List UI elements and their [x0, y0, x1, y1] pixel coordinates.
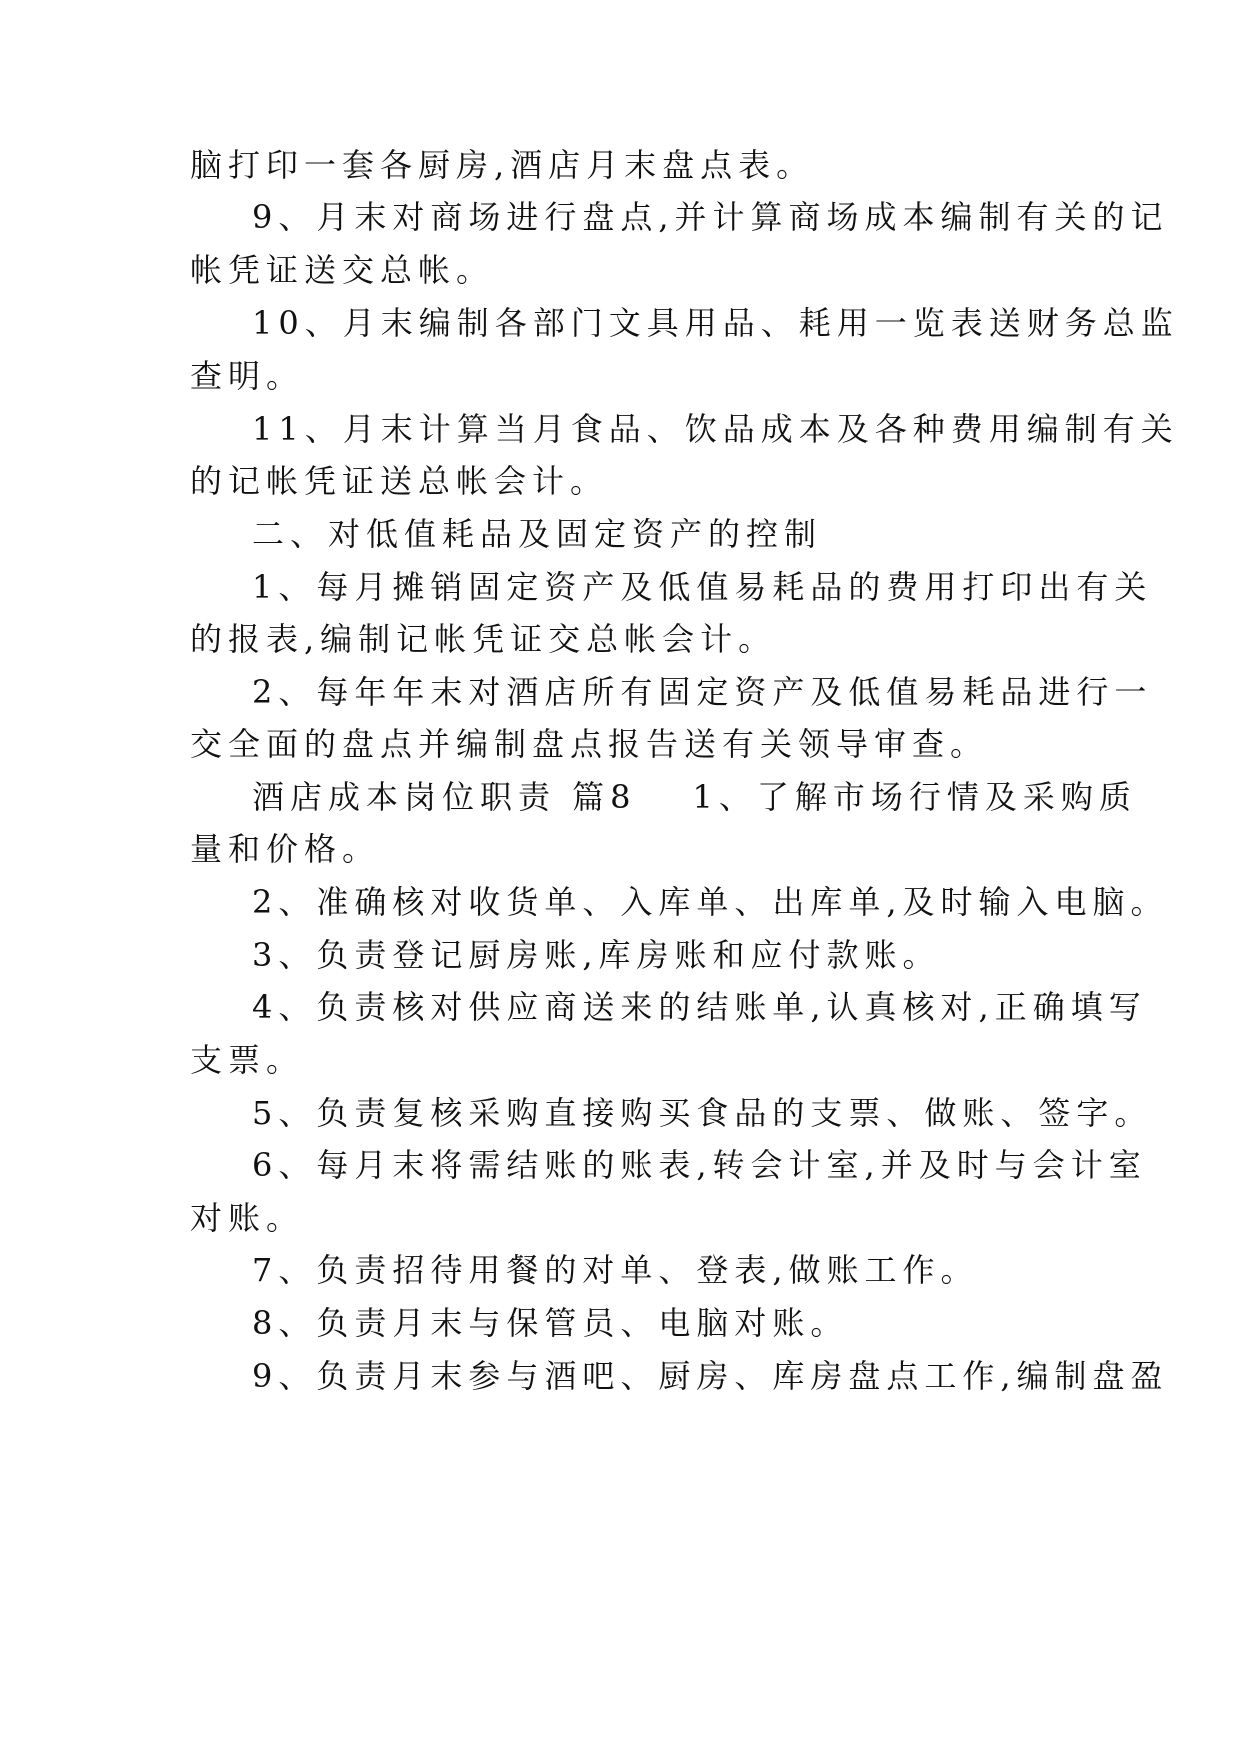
paragraph-line: 交全面的盘点并编制盘点报告送有关领导审查。	[190, 725, 989, 763]
paragraph-line: 5、负责复核采购直接购买食品的支票、做账、签字。	[252, 1094, 1153, 1132]
paragraph-line: 1、了解市场行情及采购质	[692, 778, 1137, 816]
paragraph-line: 7、负责招待用餐的对单、登表,做账工作。	[252, 1251, 979, 1289]
paragraph-line: 支票。	[190, 1041, 305, 1079]
paragraph-line: 的记帐凭证送总帐会计。	[190, 462, 609, 500]
paragraph-line: 量和价格。	[190, 830, 381, 868]
paragraph-line: 6、每月末将需结账的账表,转会计室,并及时与会计室	[252, 1146, 1147, 1184]
article-heading: 酒店成本岗位职责 篇8	[252, 778, 637, 816]
paragraph-line: 9、负责月末参与酒吧、厨房、库房盘点工作,编制盘盈	[252, 1357, 1169, 1395]
paragraph-line: 1、每月摊销固定资产及低值易耗品的费用打印出有关	[252, 568, 1153, 606]
paragraph-line: 4、负责核对供应商送来的结账单,认真核对,正确填写	[252, 988, 1147, 1026]
article-heading-line	[252, 777, 1137, 817]
paragraph-line: 帐凭证送交总帐。	[190, 251, 495, 289]
paragraph-line: 11、月末计算当月食品、饮品成本及各种费用编制有关	[252, 410, 1179, 448]
paragraph-line: 2、每年年末对酒店所有固定资产及低值易耗品进行一	[252, 673, 1153, 711]
paragraph-line: 查明。	[190, 357, 305, 395]
paragraph-line: 2、准确核对收货单、入库单、出库单,及时输入电脑。	[252, 883, 1169, 921]
paragraph-line: 3、负责登记厨房账,库房账和应付款账。	[252, 936, 941, 974]
section-heading: 二、对低值耗品及固定资产的控制	[252, 515, 823, 553]
paragraph-line: 脑打印一套各厨房,酒店月末盘点表。	[190, 146, 815, 184]
paragraph-line: 的报表,编制记帐凭证交总帐会计。	[190, 620, 777, 658]
paragraph-line: 8、负责月末与保管员、电脑对账。	[252, 1304, 849, 1342]
paragraph-line: 9、月末对商场进行盘点,并计算商场成本编制有关的记	[252, 198, 1169, 236]
paragraph-line: 10、月末编制各部门文具用品、耗用一览表送财务总监	[252, 304, 1179, 342]
paragraph-line: 对账。	[190, 1199, 305, 1237]
